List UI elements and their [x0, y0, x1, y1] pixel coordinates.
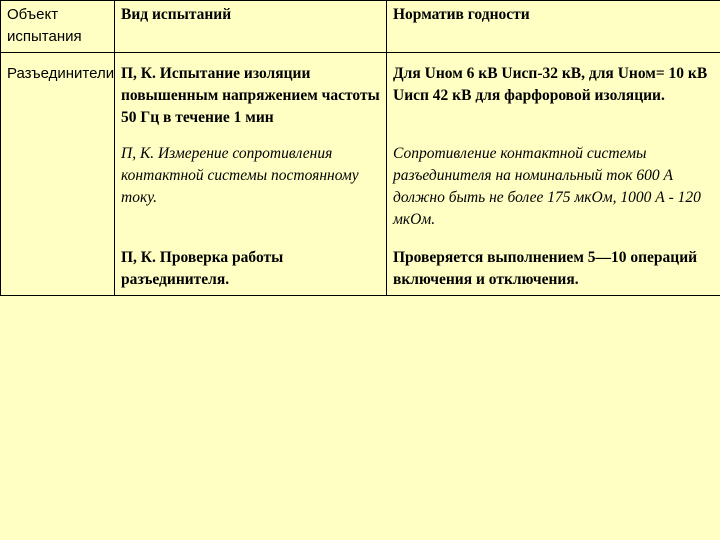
header-row — [1, 1, 720, 53]
header-norm: Норматив годности — [387, 1, 720, 53]
object-cell: Разъединители — [1, 53, 115, 296]
norm-cell: Проверяется выполнением 5—10 операций включения и отключения. — [387, 235, 720, 296]
header-object: Объект испытания — [1, 1, 115, 53]
norm-cell: Для Uном 6 кВ Uисп-32 кВ, для Uном= 10 кВ Uисп 42 кВ для фарфоровой изоляции. — [387, 53, 720, 134]
test-cell: П, К. Испытание изоляции повышенным напряжением частоты 50 Гц в течение 1 мин — [115, 53, 387, 134]
test-cell: П, К. Проверка работы разъединителя. — [115, 235, 387, 296]
test-cell: П, К. Измерение сопротивления контактной системы постоянному току. — [115, 133, 387, 235]
table-row — [1, 53, 720, 134]
norm-cell: Сопротивление контактной системы разъединителя на номинальный ток 600 А должно быть не более 175 мкОм, 1000 А - 120 мкОм. — [387, 133, 720, 235]
header-test-type: Вид испытаний — [115, 1, 387, 53]
